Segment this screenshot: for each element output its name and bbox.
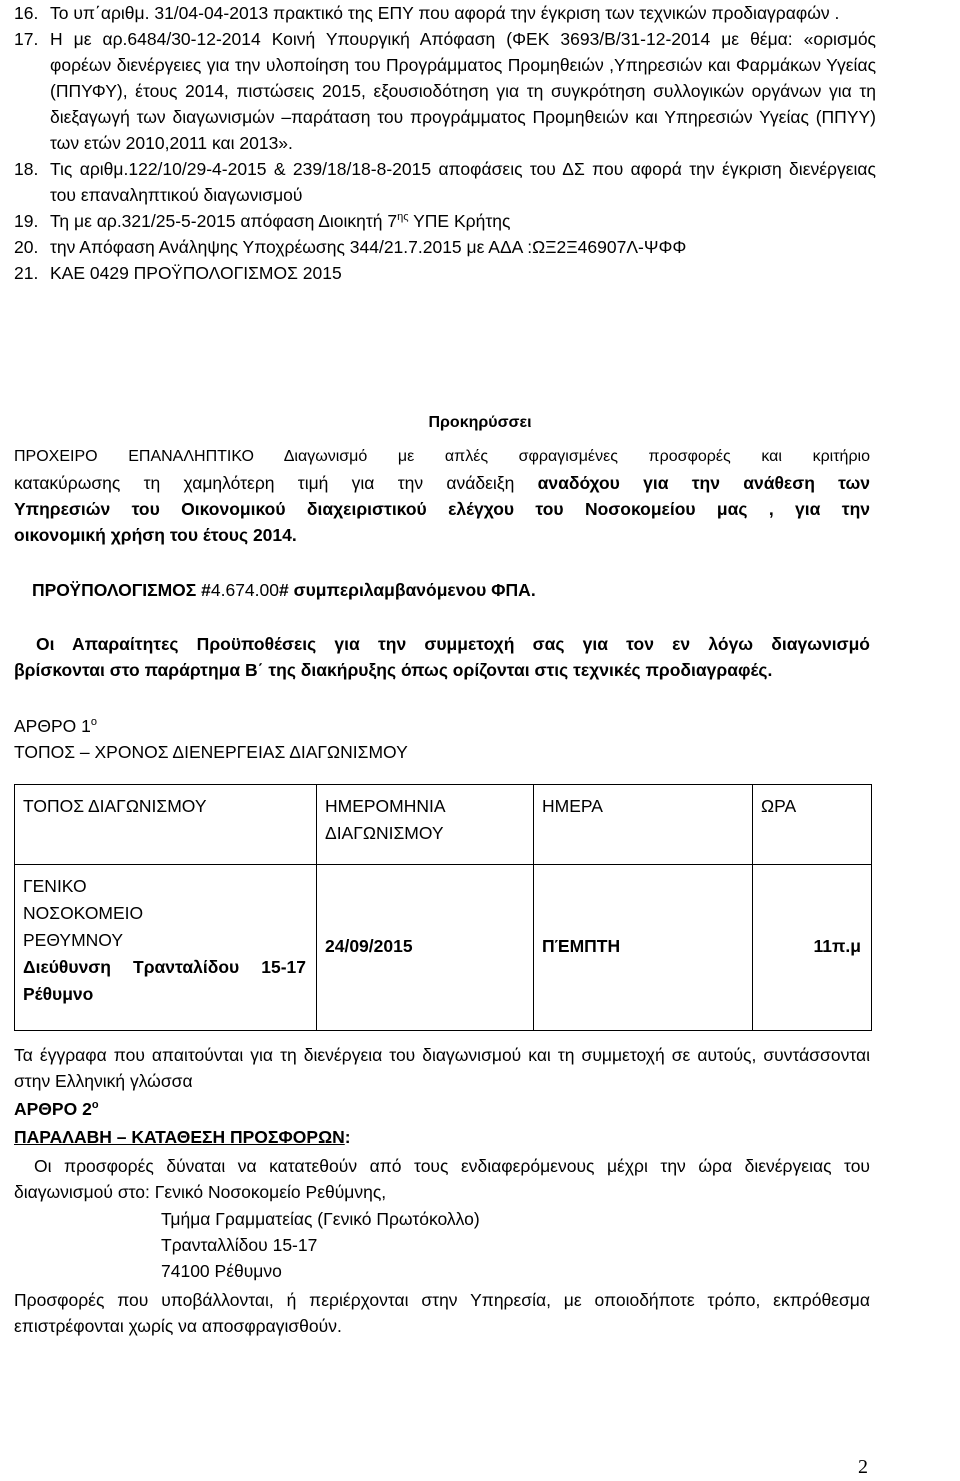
table-row <box>15 865 872 1031</box>
table-header-cell: ΤΟΠΟΣ ΔΙΑΓΩΝΙΣΜΟΥ <box>15 785 317 865</box>
intro-line-4: οικονομική χρήση του έτους 2014. <box>14 525 297 545</box>
late-submission-paragraph: Προσφορές που υποβάλλονται, ή περιέρχονται στην Υπηρεσία, με οποιοδήποτε τρόπο, εκπρόθεσμα επιστρέφονται χωρίς να αποσφραγισθούν. <box>14 1290 870 1336</box>
budget-line <box>32 577 536 603</box>
place-address: Διεύθυνση Τρανταλίδου 15-17 Ρέθυμνο <box>23 957 306 1004</box>
table-header-row <box>15 785 872 865</box>
list-item-text: ΚΑΕ 0429 ΠΡΟΫΠΟΛΟΓΙΣΜΟΣ 2015 <box>50 263 342 283</box>
address-line: Τμήμα Γραμματείας (Γενικό Πρωτόκολλο) <box>161 1209 480 1229</box>
ordinal-suffix: ης <box>397 211 409 224</box>
considerations-list <box>14 0 876 286</box>
article-2-subtitle: ΠΑΡΑΛΑΒΗ – ΚΑΤΑΘΕΣΗ ΠΡΟΣΦΟΡΩΝ <box>14 1127 345 1147</box>
schedule-table <box>14 784 872 1031</box>
table-cell-time: 11π.μ <box>753 865 872 1031</box>
list-item-number: 21. <box>14 263 39 283</box>
table-cell-date: 24/09/2015 <box>317 865 534 1031</box>
article-1-label: ΑΡΘΡΟ 1 <box>14 716 91 736</box>
list-item <box>14 0 876 26</box>
intro-line-1: ΠΡΟΧΕΙΡΟ ΕΠΑΝΑΛΗΠΤΙΚΟ Διαγωνισμό με απλές σφραγισμένες προσφορές και κριτήριο <box>14 448 870 465</box>
list-item-number: 17. <box>14 29 39 49</box>
table-header-cell: ΗΜΕΡΑ <box>534 785 753 865</box>
list-item-number: 19. <box>14 211 39 231</box>
list-item <box>14 156 876 208</box>
list-item-number: 18. <box>14 159 39 179</box>
table-cell-place <box>15 865 317 1031</box>
table-header-cell: ΗΜΕΡΟΜΗΝΙΑ ΔΙΑΓΩΝΙΣΜΟΥ <box>317 785 534 865</box>
ordinal-suffix: ο <box>90 716 97 729</box>
list-item-number: 16. <box>14 3 39 23</box>
list-item-number: 20. <box>14 237 39 257</box>
list-item <box>14 208 876 234</box>
address-line: 74100 Ρέθυμνο <box>161 1261 282 1281</box>
list-item-text: την Απόφαση Ανάληψης Υποχρέωσης 344/21.7.2015 με ΑΔΑ :ΩΞ2Ξ46907Λ-ΨΦΦ <box>50 237 687 257</box>
intro-line-2-normal: κατακύρωσης τη χαμηλότερη τιμή για την ανάδειξη <box>14 473 538 493</box>
list-item-text-tail: ΥΠΕ Κρήτης <box>408 211 511 231</box>
address-line: Τρανταλλίδου 15-17 <box>161 1235 318 1255</box>
requirements-line-1: Οι Απαραίτητες Προϋποθέσεις για την συμμετοχή σας για τον εν λόγω διαγωνισμό <box>36 634 870 654</box>
page-number: 2 <box>858 1456 868 1478</box>
article-1-title <box>14 713 97 739</box>
budget-suffix: # συμπεριλαμβανόμενου ΦΠΑ. <box>279 580 536 600</box>
proclamation-heading: Προκηρύσσει <box>428 414 532 431</box>
submission-address <box>161 1206 480 1284</box>
requirements-line-2: βρίσκονται στο παράρτημα Β΄ της διακήρυξης όπως ορίζονται στις τεχνικές προδιαγραφές. <box>14 660 773 680</box>
article-2-title <box>14 1096 99 1122</box>
article-1-subtitle: ΤΟΠΟΣ – ΧΡΟΝΟΣ ΔΙΕΝΕΡΓΕΙΑΣ ΔΙΑΓΩΝΙΣΜΟΥ <box>14 742 408 762</box>
intro-line-2 <box>14 470 870 496</box>
list-item-text-main: Τη με αρ.321/25-5-2015 απόφαση Διοικητή 7 <box>50 211 398 231</box>
list-item <box>14 260 876 286</box>
list-item-text: Τις αριθμ.122/10/29-4-2015 & 239/18/18-8-2015 αποφάσεις του ΔΣ που αφορά την έγκριση διενέργειας του επαναληπτικού διαγωνισμού <box>50 159 876 205</box>
list-item-text: Το υπ΄αριθμ. 31/04-04-2013 πρακτικό της ΕΠΥ που αφορά την έγκριση των τεχνικών προδιαγραφών . <box>50 3 840 23</box>
list-item-text <box>50 208 876 234</box>
ordinal-suffix: ο <box>91 1099 99 1112</box>
requirements-paragraph <box>14 631 870 683</box>
list-item <box>14 234 876 260</box>
intro-line-2-bold: αναδόχου για την ανάθεση των <box>537 473 870 493</box>
budget-prefix: ΠΡΟΫΠΟΛΟΓΙΣΜΟΣ # <box>32 580 211 600</box>
intro-paragraph <box>14 444 870 548</box>
documents-language-paragraph: Τα έγγραφα που απαιτούνται για τη διενέργεια του διαγωνισμού και τη συμμετοχή σε αυτούς, συντάσσονται στην Ελληνική γλώσσα <box>14 1045 870 1091</box>
article-2-subtitle-line <box>14 1124 351 1150</box>
list-item <box>14 26 876 156</box>
place-name: ΓΕΝΙΚΟ ΝΟΣΟΚΟΜΕΙΟ ΡΕΘΥΜΝΟΥ <box>23 876 144 950</box>
intro-line-3: Υπηρεσιών του Οικονομικού διαχειριστικού ελέγχου του Νοσοκομείου μας , για την <box>14 499 870 519</box>
table-header-cell: ΩΡΑ <box>753 785 872 865</box>
article-2-colon: : <box>344 1127 351 1147</box>
budget-amount: 4.674.00 <box>210 580 279 600</box>
list-item-text: Η με αρ.6484/30-12-2014 Κοινή Υπουργική Απόφαση (ΦΕΚ 3693/Β/31-12-2014 με θέμα: «ορισμός φορέων διενέργειες για την υλοποίηση του Προγράμματος Προμηθειών ,Υπηρεσιών και Φαρμάκων Υγείας (ΠΠΥΦΥ), έτους 2014, πιστώσεις 2015, εξουσιοδότηση για τη συγκρότηση συλλογικών οργάνων για τη διεξαγωγή των διαγωνισμών –παράταση του προγράμματος Προμηθειών και Υπηρεσιών Υγείας (ΠΠΥΥ) των ετών 2010,2011 και 2013». <box>50 29 876 153</box>
table-cell-day: ΠΈΜΠΤΗ <box>534 865 753 1031</box>
submission-paragraph: Οι προσφορές δύναται να κατατεθούν από τους ενδιαφερόμενους μέχρι την ώρα διενέργειας του διαγωνισμού στο: Γενικό Νοσοκομείο Ρεθύμνης, <box>14 1156 870 1202</box>
article-2-label: ΑΡΘΡΟ 2 <box>14 1099 92 1119</box>
